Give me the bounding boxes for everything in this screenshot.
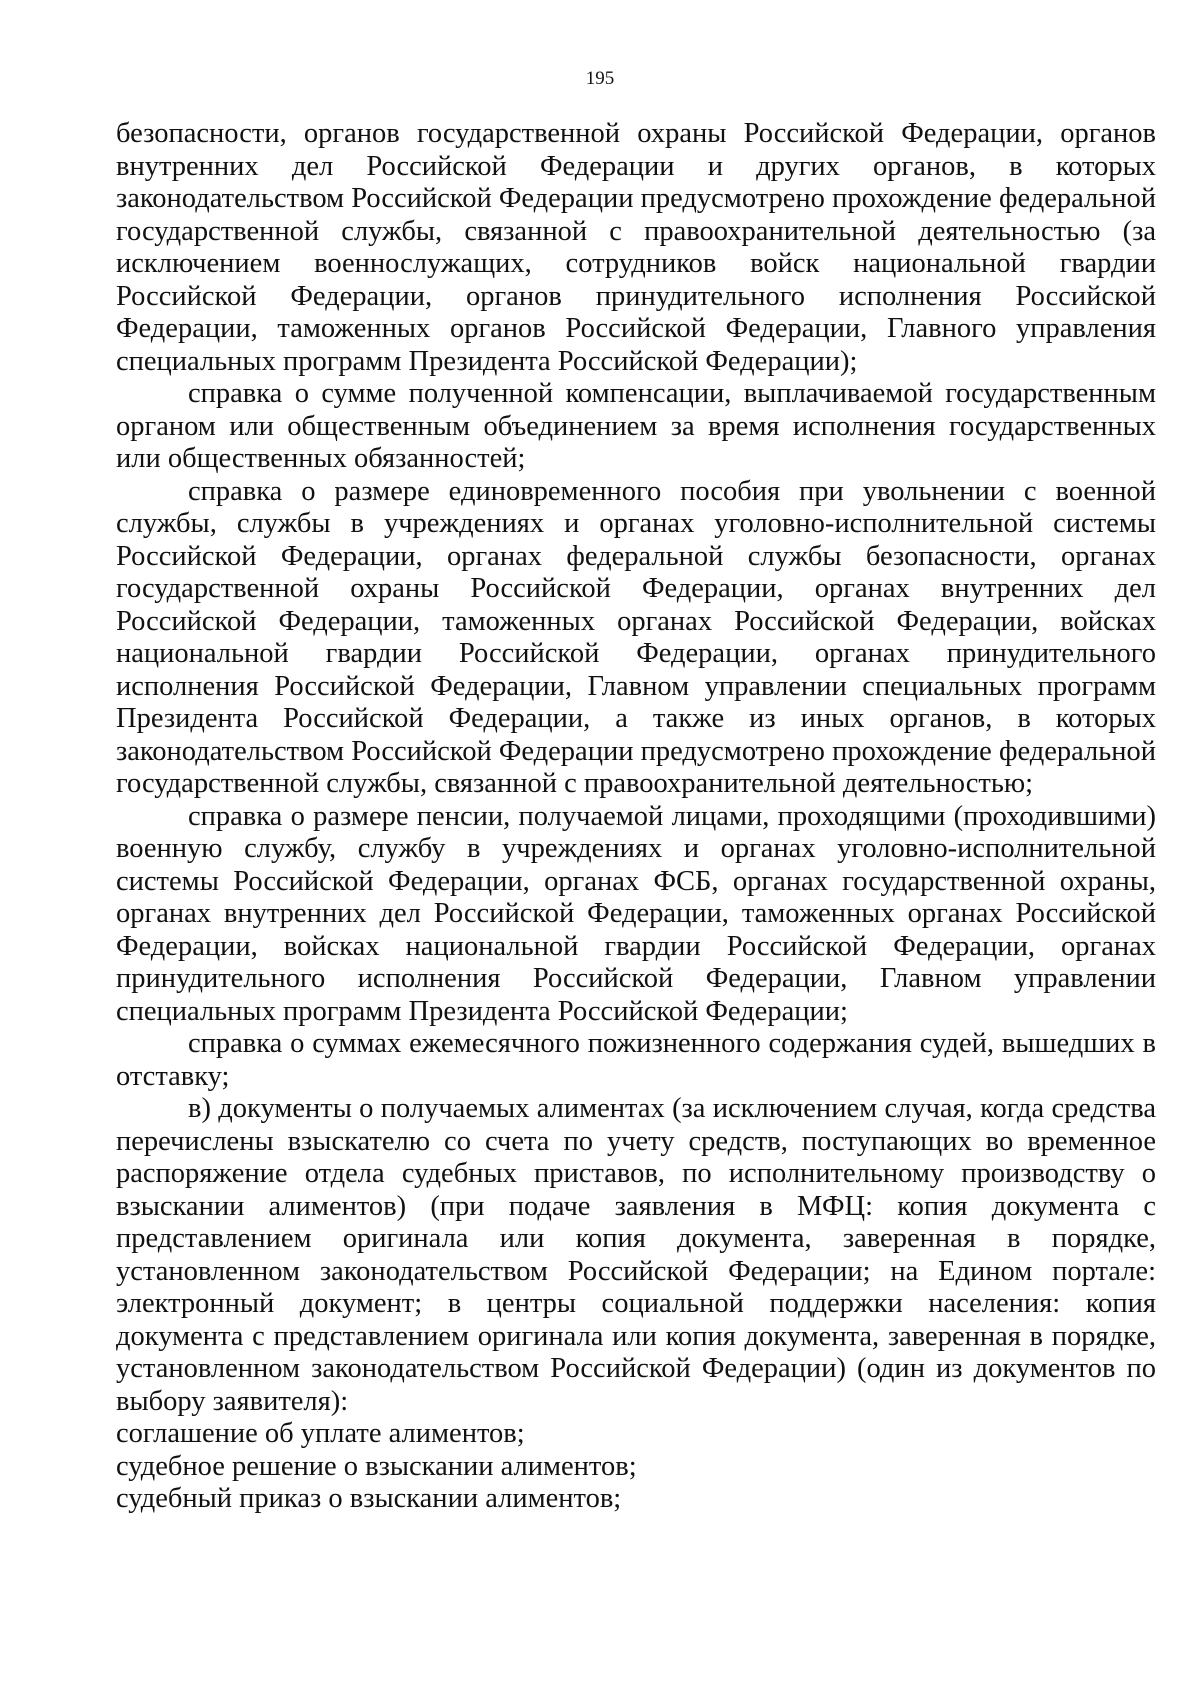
list-item-alimony-agreement: соглашение об уплате алиментов;: [116, 1418, 525, 1449]
page-number: 195: [585, 68, 615, 89]
list-item-court-order: судебный приказ о взыскании алиментов;: [116, 1483, 622, 1514]
list-item-court-decision: судебное решение о взыскании алиментов;: [116, 1450, 637, 1482]
paragraph-continuation: безопасности, органов государственной охраны Российской Федерации, органов внутренних дел Российской Федерации и других органов, в которых законодательством Российской Федерации предусмотрено прохождение федеральной государственной службы, связанной с правоохранительной деятельностью (за исключением военнослужащих, сотрудников войск национальной гвардии Российской Федерации, органов принудительного исполнения Российской Федерации, таможенных органов Российской Федерации, Главного управления специальных программ Президента Российской Федерации);: [116, 118, 1156, 377]
document-body: [116, 118, 1156, 1516]
paragraph-pension-certificate: справка о размере пенсии, получаемой лицами, проходящими (проходившими) военную службу, службу в учреждениях и органах уголовно-исполнительной системы Российской Федерации, органах ФСБ, органах государственной охраны, органах внутренних дел Российской Федерации, таможенных органах Российской Федерации, войсках национальной гвардии Российской Федерации, органах принудительного исполнения Российской Федерации, Главном управлении специальных программ Президента Российской Федерации;: [116, 800, 1156, 1027]
paragraph-severance-certificate: справка о размере единовременного пособия при увольнении с военной службы, службы в учреждениях и органах уголовно-исполнительной системы Российской Федерации, органах федеральной службы безопасности, органах государственной охраны Российской Федерации, органах внутренних дел Российской Федерации, таможенных органах Российской Федерации, войсках национальной гвардии Российской Федерации, органах принудительного исполнения Российской Федерации, Главном управлении специальных программ Президента Российской Федерации, а также из иных органов, в которых законодательством Российской Федерации предусмотрено прохождение федеральной государственной службы, связанной с правоохранительной деятельностью;: [116, 475, 1156, 799]
paragraph-judges-maintenance: справка о суммах ежемесячного пожизненного содержания судей, вышедших в отставку;: [116, 1028, 1156, 1092]
paragraph-alimony-documents: в) документы о получаемых алиментах (за исключением случая, когда средства перечислены взыскателю со счета по учету средств, поступающих во временное распоряжение отдела судебных приставов, по исполнительному производству о взыскании алиментов) (при подаче заявления в МФЦ: копия документа с представлением оригинала или копия документа, заверенная в порядке, установленном законодательством Российской Федерации; на Едином портале: электронный документ; в центры социальной поддержки населения: копия документа с представлением оригинала или копия документа, заверенная в порядке, установленном законодательством Российской Федерации) (один из документов по выбору заявителя):: [116, 1093, 1156, 1417]
paragraph-compensation-certificate: справка о сумме полученной компенсации, выплачиваемой государственным органом или общественным объединением за время исполнения государственных или общественных обязанностей;: [116, 378, 1156, 474]
